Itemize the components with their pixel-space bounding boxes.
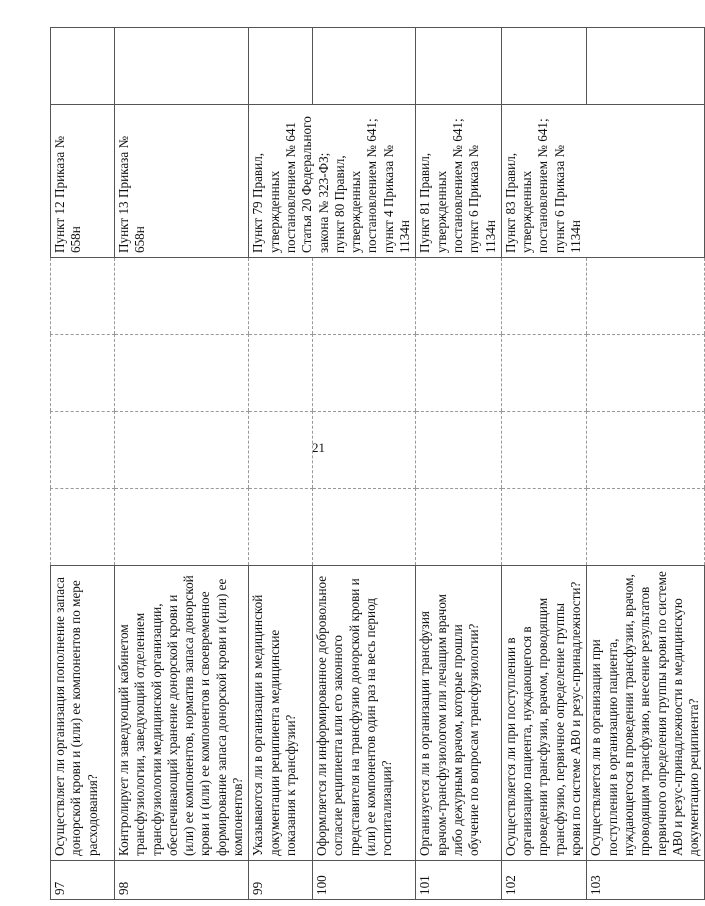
empty-cell bbox=[51, 258, 115, 335]
reference-line: пункт 4 Приказа № 1134н bbox=[380, 144, 413, 253]
reference-line: пункт 80 Правил, утвержденных постановлением № 641; bbox=[331, 118, 380, 253]
empty-cell bbox=[416, 335, 501, 412]
empty-cell bbox=[587, 335, 705, 412]
empty-cell bbox=[313, 412, 416, 489]
empty-cell bbox=[587, 258, 705, 335]
row-number: 99 bbox=[249, 861, 313, 900]
empty-cell bbox=[313, 489, 416, 566]
empty-cell bbox=[587, 412, 705, 489]
checklist-table bbox=[50, 27, 705, 900]
reference-line: Пункт 12 Приказа № 658н bbox=[52, 135, 84, 253]
table-row bbox=[51, 28, 115, 900]
empty-cell bbox=[501, 412, 586, 489]
question-cell: Осуществляется ли в организации при поступлении в организацию пациента, нуждающегося в проведении трансфузии, врачом, проводящим трансфузию, внесение результатов первичного определения группы крови по системе АВ0 и резус-принадлежности в медицинскую документацию реципиента? bbox=[587, 566, 705, 861]
question-cell: Осуществляет ли организация пополнение запаса донорской крови и (или) ее компонентов по мере расходования? bbox=[51, 566, 115, 861]
reference-line: пункт 6 Приказа № 1134н bbox=[551, 144, 584, 253]
empty-cell bbox=[115, 335, 249, 412]
empty-cell bbox=[249, 489, 313, 566]
reference-line: Статья 20 Федерального закона № 323-ФЗ; bbox=[299, 116, 331, 253]
empty-cell bbox=[416, 258, 501, 335]
empty-cell bbox=[501, 489, 586, 566]
row-number: 103 bbox=[587, 861, 705, 900]
reference-line: Пункт 83 Правил, утвержденных постановлением № 641; bbox=[502, 118, 551, 253]
reference-cell bbox=[249, 105, 416, 258]
reference-cell bbox=[115, 105, 249, 258]
reference-line: Пункт 81 Правил, утвержденных постановлением № 641; bbox=[417, 118, 465, 253]
question-cell: Осуществляется ли при поступлении в организацию пациента, нуждающегося в проведении трансфузии, врачом, проводящим трансфузию, первичное определение группы крови по системе АВ0 и резус-принадлежности? bbox=[501, 566, 586, 861]
reference-line: Пункт 79 Правил, утвержденных постановлением № 641 bbox=[250, 121, 298, 253]
empty-cell bbox=[313, 28, 416, 105]
checklist-table-body bbox=[51, 28, 705, 900]
table-row bbox=[501, 28, 586, 900]
empty-cell bbox=[115, 412, 249, 489]
empty-cell bbox=[587, 28, 705, 105]
empty-cell bbox=[249, 28, 313, 105]
page-number: 21 bbox=[312, 440, 325, 455]
empty-cell bbox=[313, 258, 416, 335]
empty-cell bbox=[416, 412, 501, 489]
empty-cell bbox=[416, 28, 501, 105]
reference-cell bbox=[51, 105, 115, 258]
empty-cell bbox=[115, 258, 249, 335]
question-cell: Оформляется ли информированное добровольное согласие реципиента или его законного представителя на трансфузию донорской крови и (или) ее компонентов один раз на весь период госпитализации? bbox=[313, 566, 416, 861]
empty-cell bbox=[51, 412, 115, 489]
empty-cell bbox=[501, 258, 586, 335]
empty-cell bbox=[249, 258, 313, 335]
empty-cell bbox=[115, 28, 249, 105]
row-number: 102 bbox=[501, 861, 586, 900]
empty-cell bbox=[587, 489, 705, 566]
table-row bbox=[115, 28, 249, 900]
empty-cell bbox=[416, 489, 501, 566]
empty-cell bbox=[501, 28, 586, 105]
empty-cell bbox=[51, 489, 115, 566]
row-number: 100 bbox=[313, 861, 416, 900]
reference-cell bbox=[501, 105, 705, 258]
question-cell: Организуется ли в организации трансфузия врачом-трансфузиологом или лечащим врачом либо дежурным врачом, которые прошли обучение по вопросам трансфузиологии? bbox=[416, 566, 501, 861]
empty-cell bbox=[501, 335, 586, 412]
row-number: 101 bbox=[416, 861, 501, 900]
empty-cell bbox=[249, 412, 313, 489]
empty-cell bbox=[313, 335, 416, 412]
row-number: 98 bbox=[115, 861, 249, 900]
empty-cell bbox=[249, 335, 313, 412]
reference-line: пункт 6 Приказа № 1134н bbox=[466, 144, 498, 253]
empty-cell bbox=[51, 335, 115, 412]
table-row bbox=[249, 28, 313, 900]
reference-line: Пункт 13 Приказа № 658н bbox=[116, 135, 148, 253]
question-cell: Контролирует ли заведующий кабинетом трансфузиологии, заведующий отделением трансфузиологии медицинской организации, обеспечивающий хранение донорской крови и (или) ее компонентов, норматив запаса донорской крови и (или) ее компонентов и своевременное формирование запаса донорской крови и (или) ее компонентов? bbox=[115, 566, 249, 861]
empty-cell bbox=[51, 28, 115, 105]
empty-cell bbox=[115, 489, 249, 566]
rotated-table-container bbox=[50, 100, 702, 900]
reference-cell bbox=[416, 105, 501, 258]
question-cell: Указываются ли в организации в медицинской документации реципиента медицинские показания к трансфузии? bbox=[249, 566, 313, 861]
row-number: 97 bbox=[51, 861, 115, 900]
table-row bbox=[416, 28, 501, 900]
